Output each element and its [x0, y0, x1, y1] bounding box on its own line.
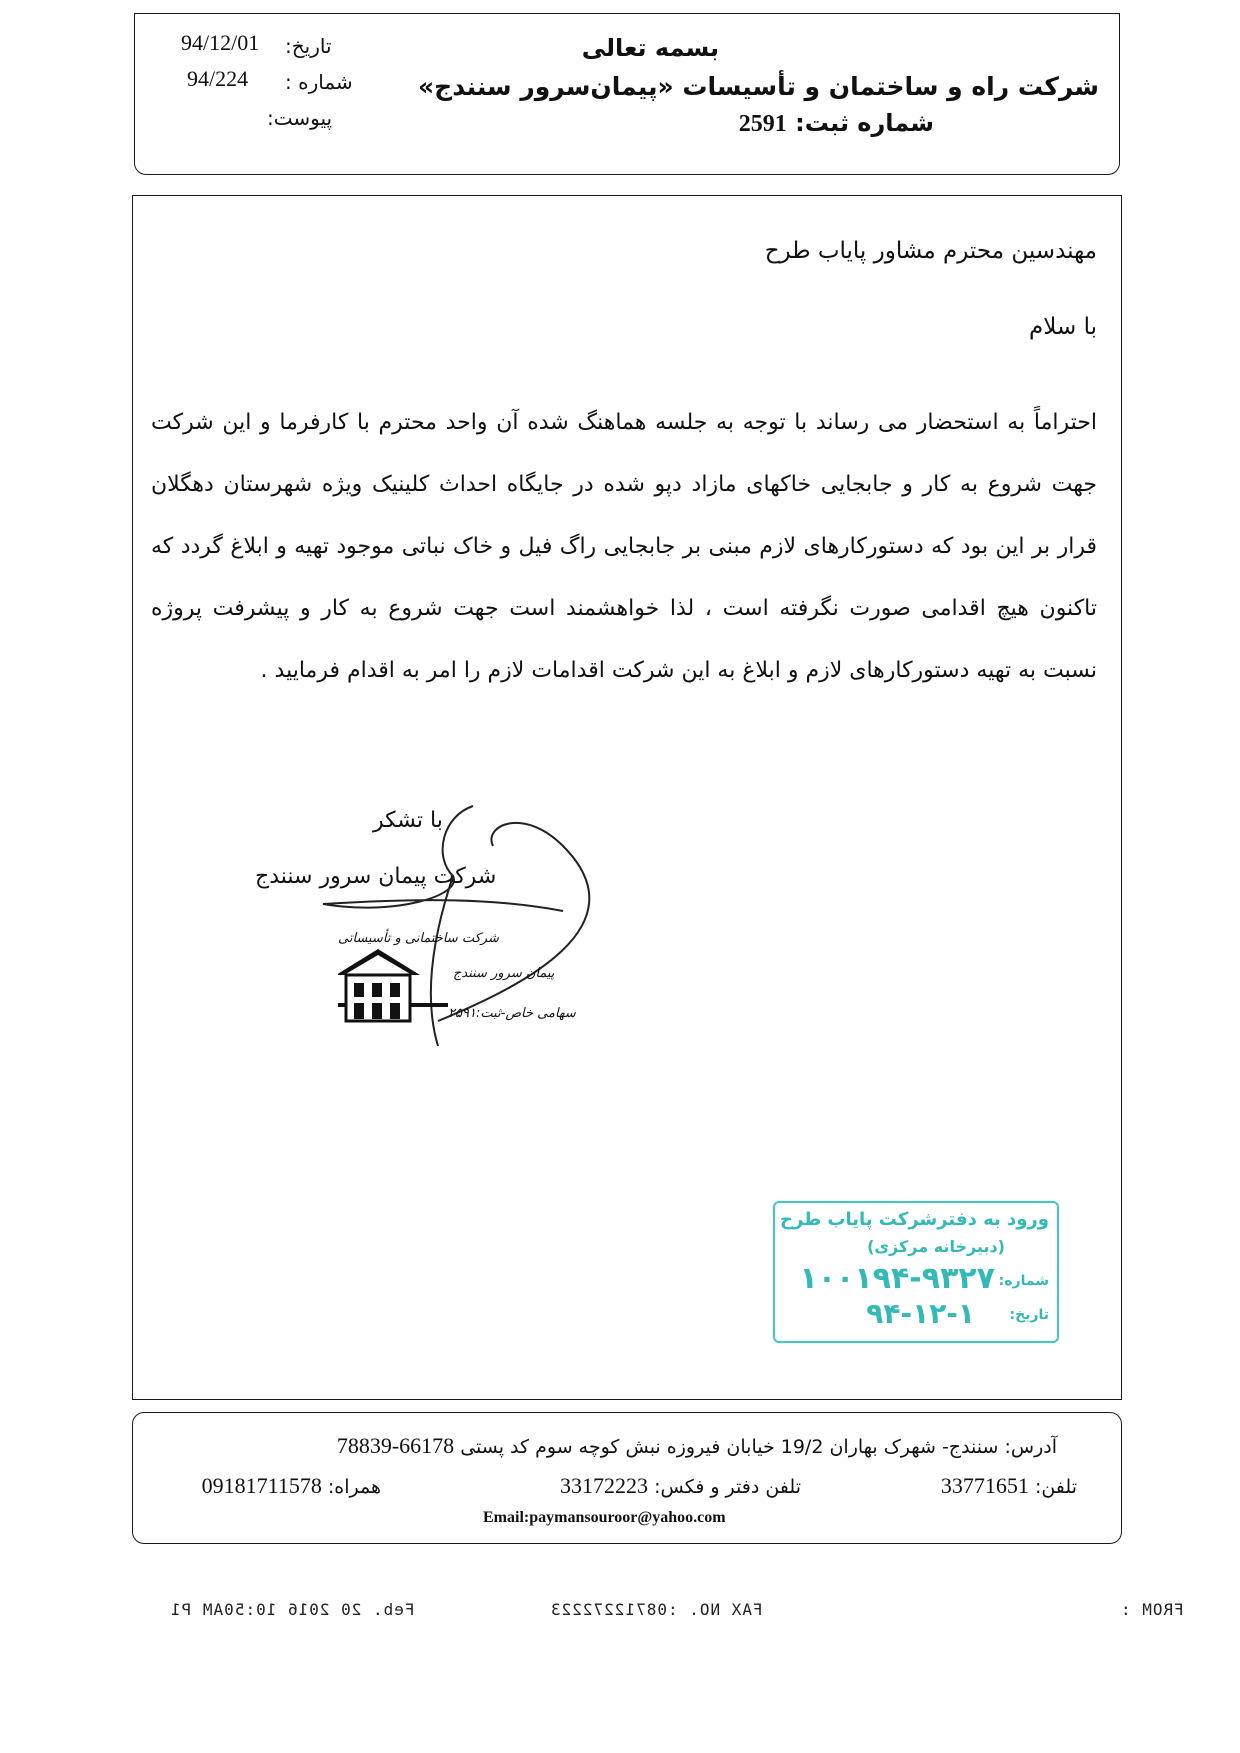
letterhead-box — [134, 13, 1120, 175]
mobile-number: 09181711578 — [201, 1473, 322, 1498]
footer-box — [132, 1412, 1122, 1544]
office-phone-label: تلفن دفتر و فکس: — [654, 1476, 801, 1498]
office-phone-number: 33172223 — [560, 1473, 649, 1498]
registration-number: 2591 — [738, 111, 787, 137]
salutation: مهندسین محترم مشاور پایاب طرح — [764, 238, 1097, 264]
fax-number: FAX NO. :08712272223 — [550, 1600, 763, 1619]
company-stamp — [318, 931, 648, 1076]
number-value: 94/224 — [187, 66, 249, 91]
stamp-line-3: سهامی خاص-ثبت:۲۵۹۱ — [448, 1006, 576, 1021]
receipt-date-label: تاریخ: — [1009, 1307, 1049, 1323]
fax-from: FROM : — [1120, 1600, 1184, 1619]
phone-number: 33771651 — [940, 1473, 1029, 1498]
phone-label: تلفن: — [1034, 1476, 1077, 1498]
receipt-date-value: ۹۴-۱۲-۱ — [866, 1297, 975, 1330]
attachment-label: پیوست: — [267, 106, 333, 130]
phone-group — [941, 1473, 1077, 1499]
registration-label: شماره ثبت: — [795, 109, 934, 137]
receipt-title: ورود به دفترشرکت پایاب طرح — [780, 1209, 1049, 1230]
postal-code: 66178-78839 — [336, 1433, 455, 1458]
bismillah-heading: بسمه تعالی — [581, 34, 719, 62]
address-text: سنندج- شهرک بهاران 19/2 خیابان فیروزه نبش کوچه سوم کد پستی — [460, 1436, 999, 1458]
date-label: تاریخ: — [285, 34, 332, 58]
closing: با تشکر — [373, 808, 443, 833]
receipt-stamp — [773, 1201, 1059, 1343]
date-value: 94/12/01 — [181, 30, 260, 55]
signature-company: شرکت پیمان سرور سنندج — [255, 864, 497, 889]
receipt-number-label: شماره: — [998, 1273, 1049, 1289]
address-line — [337, 1433, 1057, 1459]
letter-body — [132, 195, 1122, 1400]
house-emblem-icon — [338, 945, 458, 1025]
number-label: شماره : — [285, 70, 353, 94]
mobile-label: همراه: — [327, 1476, 381, 1498]
stamp-line-1: شرکت ساختمانی و تأسیساتی — [338, 931, 499, 946]
receipt-number-value: ۱۰۰۱۹۴-۹۳۲۷ — [799, 1261, 995, 1296]
mobile-group — [202, 1473, 381, 1499]
email-address: Email:paymansouroor@yahoo.com — [483, 1509, 726, 1526]
receipt-subtitle: (دبیرخانه مرکزی) — [867, 1237, 1005, 1256]
address-label: آدرس: — [1004, 1436, 1057, 1458]
stamp-line-2: پیمان سرور سنندج — [453, 966, 555, 981]
office-phone-group — [560, 1473, 801, 1499]
letter-paragraph: احتراماً به استحضار می رساند با توجه به جلسه هماهنگ شده آن واحد محترم با کارفرما و این شرکت جهت شروع به کار و جابجایی خاکهای مازاد دپو شده در جایگاه احداث کلینیک ویژه شهرستان دهگلان قرار بر این بود که دستورکارهای لازم مبنی بر جابجایی راگ فیل و خاک نباتی موجود تهیه و ابلاغ گردد که تاکنون هیچ اقدامی صورت نگرفته است ، لذا خواهشمند است جهت شروع به کار و پیشرفت پروژه نسبت به تهیه دستورکارهای لازم و ابلاغ به این شرکت اقدامات لازم را امر به اقدام فرمایید . — [151, 410, 1097, 683]
company-name: شرکت راه و ساختمان و تأسیسات «پیمان‌سرور سنندج» — [418, 72, 1099, 101]
greeting: با سلام — [1029, 314, 1097, 340]
fax-datetime: Feb. 20 2016 10:50AM P1 — [170, 1600, 415, 1619]
registration-line — [739, 109, 934, 138]
